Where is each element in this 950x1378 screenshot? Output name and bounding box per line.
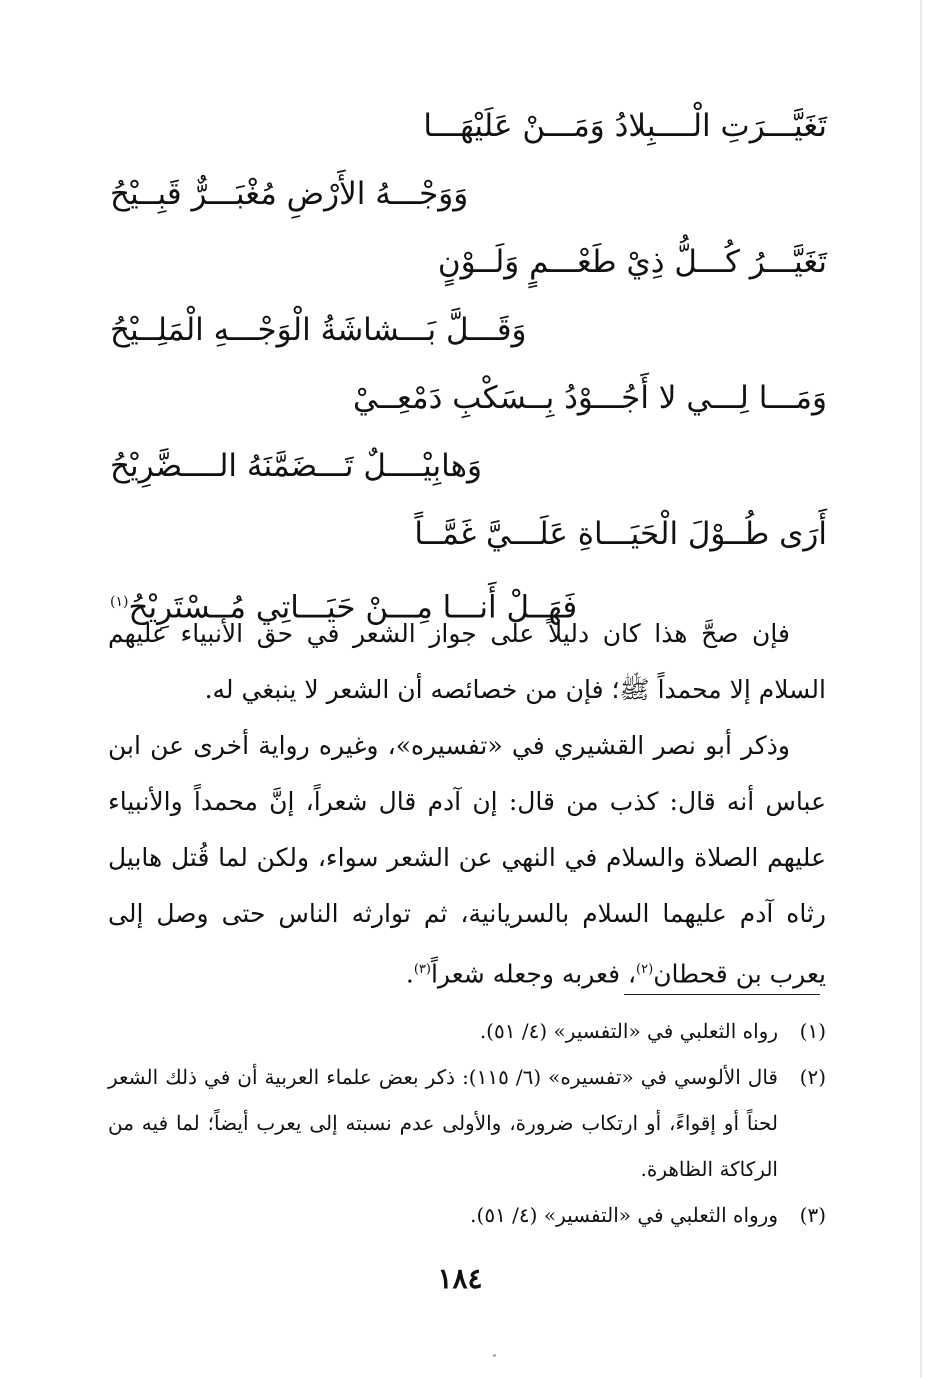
poem-verse-text: تَغَيَّـــرُ كُـــلُّ ذِيْ طَعْـــمٍ وَلَــوْنٍ [437, 244, 827, 280]
footnote-separator [624, 994, 820, 995]
footnote-item [108, 1008, 826, 1054]
body-text [108, 606, 826, 1002]
poem-verse-text: تَغَيَّـــرَتِ الْــــبِلادُ وَمَـــنْ عَلَيْهَـــا [423, 108, 827, 144]
poem-verse-text: وَهابِيْــــلٌ تَـــضَمَّنَهُ الــــضَّرِيْحُ [110, 448, 482, 484]
poem-verse [100, 500, 835, 568]
paragraph-ibn-abbas-narration [108, 718, 826, 1002]
paragraph-text: ، فعربه وجعله شعراً [430, 959, 637, 989]
poem-verse [100, 296, 835, 364]
poem-verse [100, 228, 835, 296]
footnote-text: قال الألوسي في «تفسيره» (٦/ ١١٥): ذكر بعض علماء العربية أن في ذلك الشعر لحناً أو إقواءً، أو ارتكاب ضرورة، والأولى عدم نسبته إلى يعرب أيضاً؛ لما فيه من الركاكة الظاهرة. [108, 1065, 778, 1181]
paragraph-prophets-poetry: فإن صحَّ هذا كان دليلاً على جواز الشعر في حق الأنبياء عليهم السلام إلا محمداً ﷺ؛ فإن من خصائصه أن الشعر لا ينبغي له. [108, 619, 826, 704]
footnote-number: (٣) [799, 1203, 826, 1227]
paragraph-text: . [405, 959, 414, 989]
footnote-marker: (٢) [636, 962, 654, 977]
poem-verse-text: وَمَـــا لِـــي لا أَجُـــوْدُ بِــسَكْبِ دَمْعِــيْ [353, 380, 827, 416]
poem-verse [100, 160, 835, 228]
poem-verse-text: وَوَجْـــهُ الأَرْضِ مُغْبَـــرٌّ قَبِــيْحُ [110, 176, 469, 212]
scan-edge-shadow [920, 0, 922, 1378]
page-number: ١٨٤ [437, 1262, 483, 1295]
poem-block [100, 92, 835, 636]
footnote-text: رواه الثعلبي في «التفسير» (٤/ ٥١). [479, 1019, 778, 1043]
footnotes [108, 1008, 826, 1238]
footnote-item [108, 1054, 826, 1192]
footnote-number: (٢) [799, 1065, 826, 1089]
poem-verse [100, 432, 835, 500]
poem-verse [100, 92, 835, 160]
poem-verse-text: أَرَى طُــوْلَ الْحَيَـــاةِ عَلَـــيَّ غَمَّــاً [414, 516, 827, 552]
poem-verse-text: فَهَــلْ أَنـــا مِـــنْ حَيَـــاتِي مُــسْتَرِيْحُ [128, 589, 578, 626]
footnote-item [108, 1192, 826, 1238]
poem-verse-text: وَقَـــلَّ بَـــشاشَةُ الْوَجْـــهِ الْمَلِــيْحُ [110, 312, 527, 348]
scan-speck [493, 1354, 496, 1357]
footnote-number: (١) [799, 1019, 826, 1043]
paragraph-text: وذكر أبو نصر القشيري في «تفسيره»، وغيره رواية أخرى عن ابن عباس أنه قال: كذب من قال: إن آدم قال شعراً، إنَّ محمداً والأنبياء عليهم الصلاة والسلام في النهي عن الشعر سواء، ولكن لما قُتل هابيل رثاه آدم عليهما السلام بالسريانية، ثم توارثه الناس حتى وصل إلى يعرب بن قحطان [108, 731, 826, 989]
footnote-marker: (١) [110, 594, 129, 610]
poem-verse [100, 364, 835, 432]
footnote-marker: (٣) [413, 962, 431, 977]
footnote-text: ورواه الثعلبي في «التفسير» (٤/ ٥١). [470, 1203, 778, 1227]
